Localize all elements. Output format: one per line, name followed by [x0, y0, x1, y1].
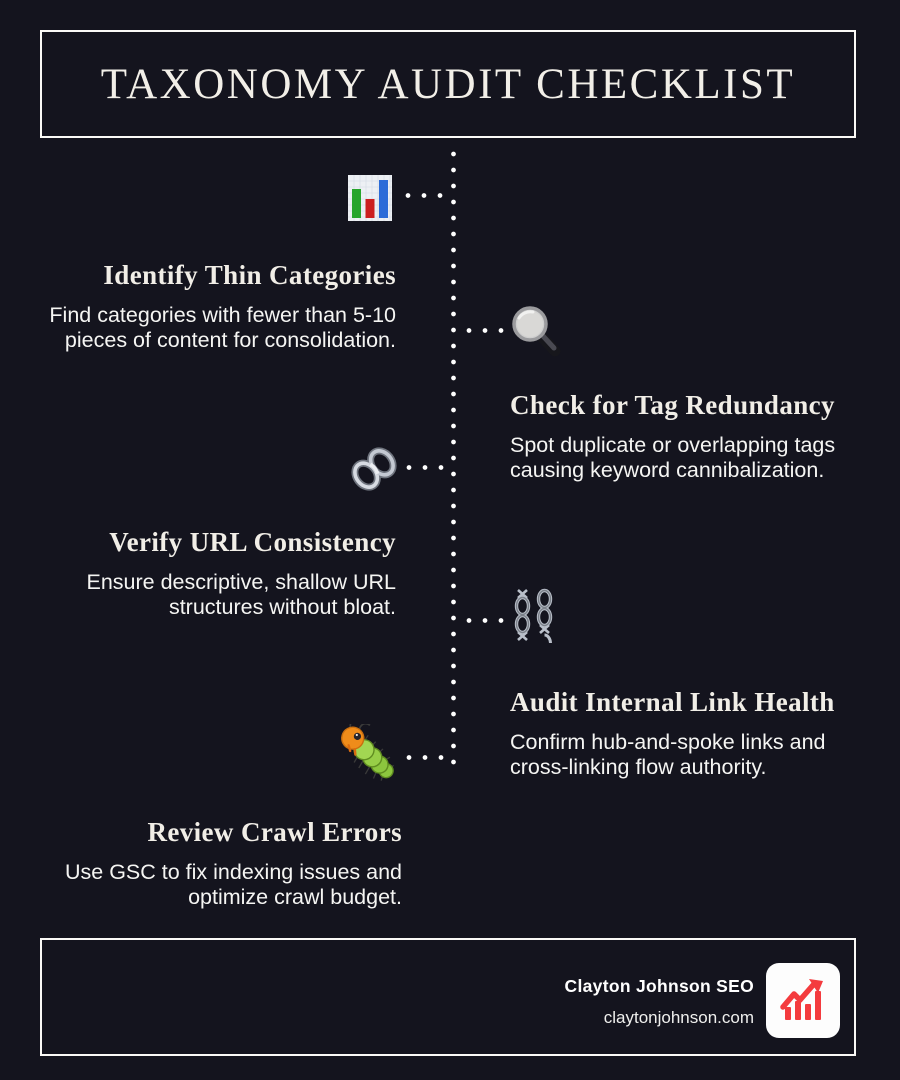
section-heading: Identify Thin Categories	[103, 260, 396, 290]
section-heading: Audit Internal Link Health	[510, 687, 835, 717]
section-url-consistency	[40, 527, 396, 620]
connector-dots-thin-categories	[400, 193, 452, 198]
section-crawl-errors	[46, 817, 402, 910]
connector-dots-internal-link-health	[461, 618, 506, 623]
connector-dots-crawl-errors	[401, 755, 452, 760]
chains-icon	[510, 588, 558, 651]
section-heading: Check for Tag Redundancy	[510, 390, 835, 420]
brand-website: claytonjohnson.com	[603, 1008, 754, 1027]
link-icon	[344, 442, 404, 501]
caterpillar-icon	[335, 724, 401, 789]
bar-chart-icon	[347, 172, 393, 229]
connector-dots-url-consistency	[401, 465, 452, 470]
section-description: Find categories with fewer than 5-10 pieces of content for consolidation.	[49, 303, 396, 352]
brand-name: Clayton Johnson SEO	[564, 976, 754, 996]
section-description: Confirm hub-and-spoke links and cross-linking flow authority.	[510, 730, 826, 779]
section-tag-redundancy	[510, 390, 874, 483]
page-title: TAXONOMY AUDIT CHECKLIST	[100, 60, 796, 108]
brand-logo	[766, 963, 840, 1038]
section-internal-link-health	[510, 687, 874, 780]
section-thin-categories	[40, 260, 396, 353]
section-heading: Review Crawl Errors	[147, 817, 402, 847]
title-box	[40, 30, 856, 138]
section-description: Ensure descriptive, shallow URL structures without bloat.	[86, 570, 396, 619]
magnifying-glass-icon	[508, 303, 564, 364]
connector-dots-tag-redundancy	[461, 328, 506, 333]
red-growth-chart-icon	[778, 976, 828, 1026]
section-description: Use GSC to fix indexing issues and optimize crawl budget.	[65, 860, 402, 909]
section-heading: Verify URL Consistency	[109, 527, 396, 557]
footer-brand	[565, 976, 754, 1028]
timeline-vertical-dotted-line	[451, 146, 456, 768]
section-description: Spot duplicate or overlapping tags causing keyword cannibalization.	[510, 433, 836, 482]
